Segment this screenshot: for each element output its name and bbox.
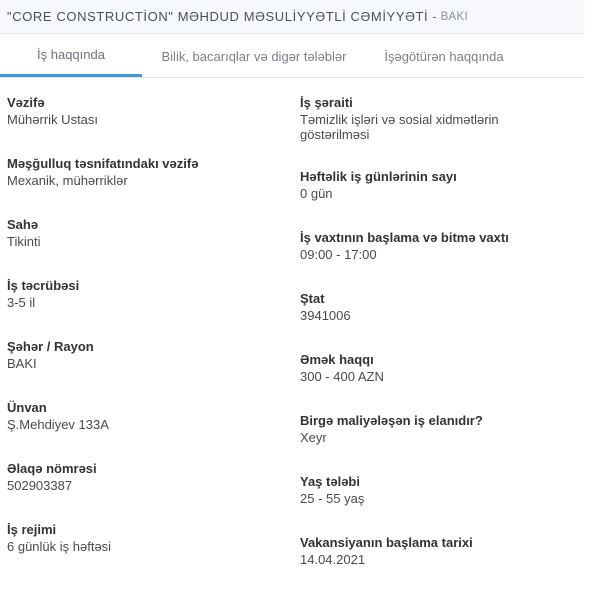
field-value: 14.04.2021: [300, 552, 366, 567]
field-value: 6 günlük iş həftəsi: [7, 539, 112, 554]
field-label: Məşğulluq təsnifatındakı vəzifə: [7, 156, 199, 171]
field-value: 25 - 55 yaş: [300, 491, 365, 506]
job-details-right: [300, 94, 540, 595]
field-label: Əmək haqqı: [300, 352, 374, 367]
field-value: 3941006: [300, 308, 351, 323]
field-age-requirement: [300, 473, 540, 513]
header-separator: -: [432, 9, 437, 24]
tab-about-job[interactable]: [0, 35, 142, 77]
field-cofinanced: [300, 412, 540, 452]
tab-label: İş haqqında: [37, 47, 105, 62]
field-value: 300 - 400 AZN: [300, 369, 384, 384]
field-label: Həftəlik iş günlərinin sayı: [300, 169, 457, 184]
page-scrollbar[interactable]: [584, 0, 598, 586]
field-staff-code: [300, 290, 540, 330]
company-city: BAKI: [440, 10, 468, 23]
field-value: 3-5 il: [7, 295, 36, 310]
field-value: Ş.Mehdiyev 133A: [7, 417, 109, 432]
tab-bar: [0, 35, 584, 78]
tab-label: Bilik, bacarıqlar və digər tələblər: [161, 48, 347, 64]
field-value: 09:00 - 17:00: [300, 247, 377, 262]
field-label: Yaş tələbi: [300, 474, 360, 489]
field-value: Xeyr: [300, 430, 327, 445]
field-weekly-workdays: [300, 168, 540, 208]
field-value: 502903387: [7, 478, 73, 493]
field-contact-number: [7, 460, 277, 500]
field-label: Ştat: [300, 291, 325, 306]
field-label: Şəhər / Rayon: [7, 339, 94, 354]
field-salary: [300, 351, 540, 391]
field-value: Tikinti: [7, 234, 41, 249]
field-label: Sahə: [7, 217, 39, 232]
field-value: Mexanik, mühərriklər: [7, 173, 128, 188]
field-sector: [7, 216, 277, 256]
field-label: Birgə maliyələşən iş elanıdır?: [300, 413, 483, 428]
field-value: 0 gün: [300, 186, 333, 201]
field-vacancy-start-date: [300, 534, 540, 574]
field-work-hours: [300, 229, 540, 269]
job-details-left: [7, 94, 277, 582]
field-label: Ünvan: [7, 400, 47, 415]
field-value: BAKI: [7, 356, 37, 371]
field-value: Təmizlik işləri və sosial xidmətlərin göstərilməsi: [300, 112, 499, 142]
field-experience: [7, 277, 277, 317]
field-city-district: [7, 338, 277, 378]
tab-skills-requirements[interactable]: [142, 35, 366, 77]
field-address: [7, 399, 277, 439]
field-work-mode: [7, 521, 277, 561]
field-label: İş təcrübəsi: [7, 278, 80, 293]
tab-label: İşəgötürən haqqında: [384, 48, 504, 64]
field-work-conditions: [300, 94, 540, 147]
field-value: Mühərrik Ustası: [7, 112, 99, 127]
field-position: [7, 94, 277, 134]
field-label: Vəzifə: [7, 95, 45, 110]
field-label: Vakansiyanın başlama tarixi: [300, 535, 473, 550]
field-label: İş şəraiti: [300, 95, 353, 110]
field-label: Əlaqə nömrəsi: [7, 461, 97, 476]
field-label: İş rejimi: [7, 522, 57, 537]
field-label: İş vaxtının başlama və bitmə vaxtı: [300, 230, 509, 245]
page-header: [0, 0, 584, 34]
field-classified-position: [7, 155, 277, 195]
company-name: "CORE CONSTRUCTİON" MƏHDUD MƏSULİYYƏTLİ CƏMİYYƏTİ: [7, 9, 429, 24]
tab-about-employer[interactable]: [366, 35, 522, 77]
